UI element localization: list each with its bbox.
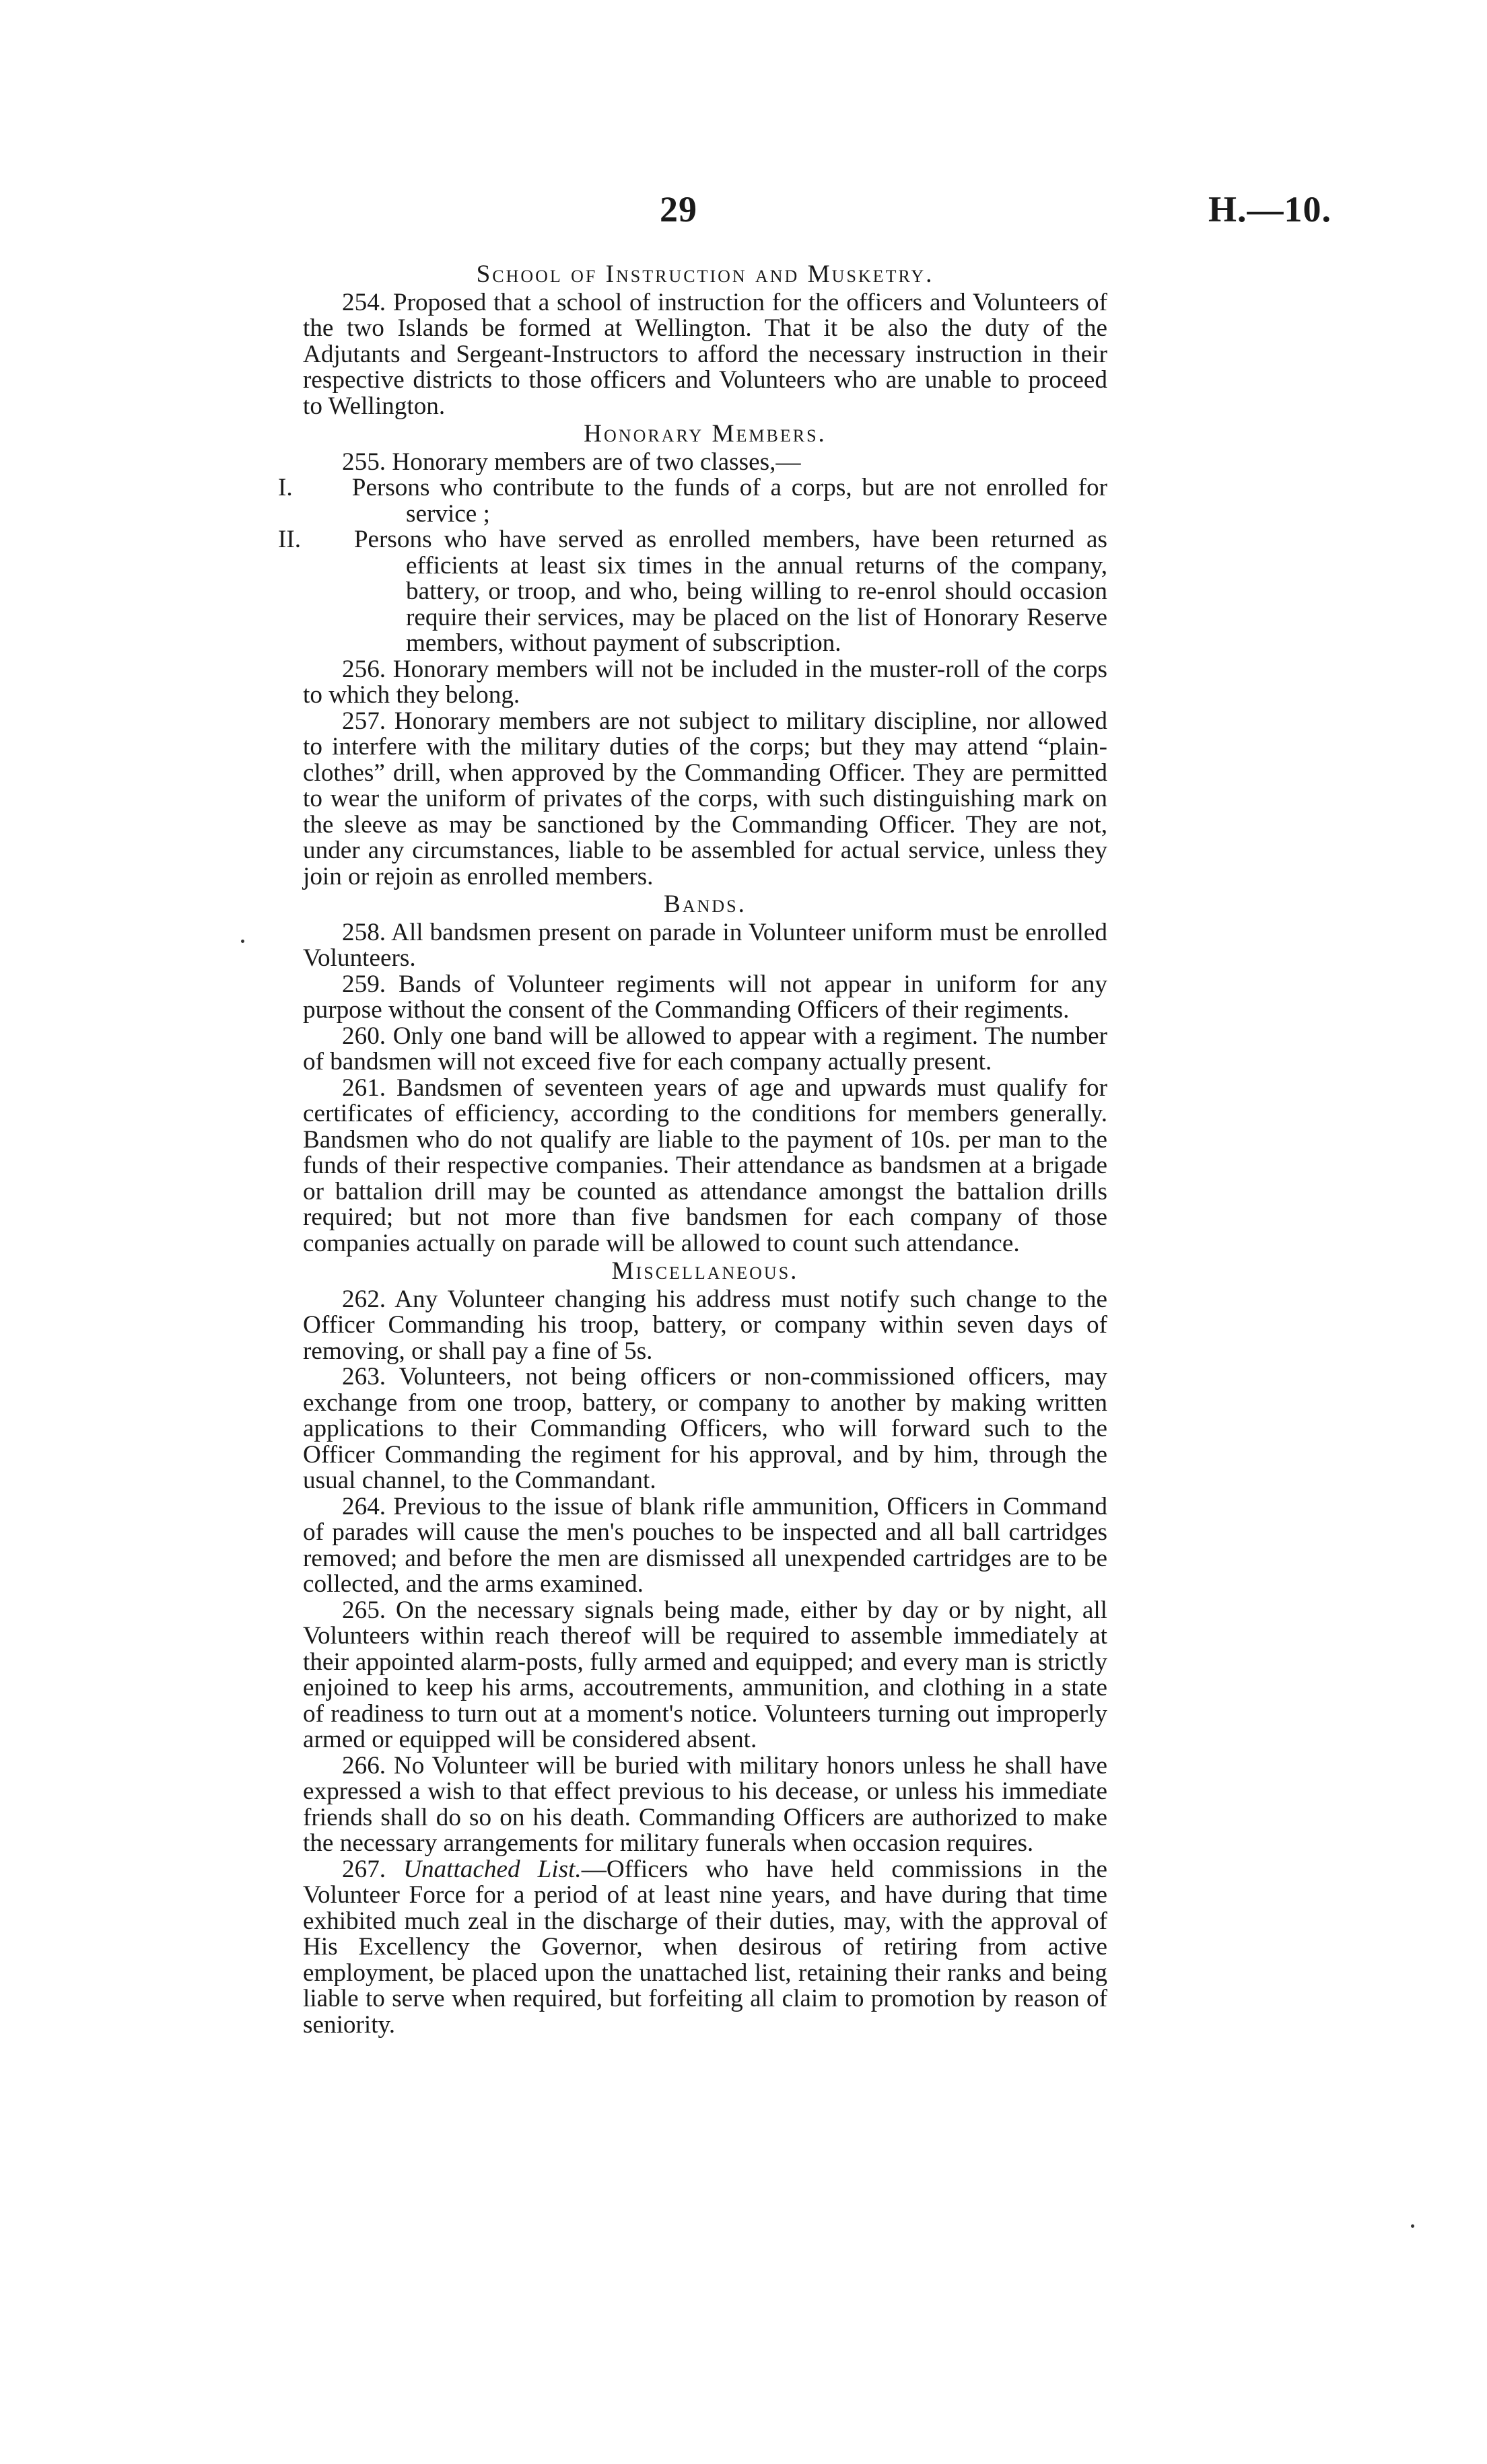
paragraph-264: 264. Previous to the issue of blank rifle ammunition, Officers in Command of parades will cause the men's pouches to be inspected and all ball cartridges removed; and before the men are dismissed all unexpended cartridges are to be collected, and the arms examined. (303, 1492, 1107, 1598)
paragraph-261: 261. Bandsmen of seventeen years of age and upwards must qualify for certificates of efficiency, according to the conditions for members generally. Bandsmen who do not qualify are liable to the payment of 10s. per man to the funds of their respective companies. Their attendance as bandsmen at a brigade or battalion drill may be counted as attendance amongst the battalion drills required; but not more than five bandsmen for each company of those companies actually on parade will be allowed to count such attendance. (303, 1073, 1107, 1257)
paragraph-title: Unattached List. (403, 1855, 582, 1883)
paragraph-260: 260. Only one band will be allowed to appear with a regiment. The number of bandsmen will not exceed five for each company actually present. (303, 1022, 1107, 1076)
list-item-honorary-class-2: II. Persons who have served as enrolled members, have been returned as efficients at least six times in the annual returns of the company, battery, or troop, and who, being willing to re-enrol should occasion require their services, may be placed on the list of Honorary Reserve members, without payment of subscription. (278, 526, 1108, 657)
scan-speck (1411, 2224, 1414, 2228)
paragraph-256: 256. Honorary members will not be included in the muster-roll of the corps to which they belong. (303, 655, 1107, 709)
paragraph-255: 255. Honorary members are of two classes,— (342, 448, 801, 476)
heading-honorary-members: Honorary Members. (584, 420, 827, 448)
paragraph-258: 258. All bandsmen present on parade in Volunteer uniform must be enrolled Volunteers. (303, 918, 1107, 972)
paragraph-266: 266. No Volunteer will be buried with military honors unless he shall have expressed a wish to that effect previous to his decease, or unless his immediate friends shall do so on his death. Commanding Officers are authorized to make the necessary arrangements for military funerals when occasion requires. (303, 1751, 1107, 1857)
page-number: 29 (660, 189, 697, 230)
paragraph-259: 259. Bands of Volunteer regiments will not appear in uniform for any purpose without the consent of the Commanding Officers of their regiments. (303, 970, 1107, 1024)
scan-speck (241, 940, 244, 943)
list-item-text: Persons who contribute to the funds of a corps, but are not enrolled for service ; (351, 474, 1108, 528)
paragraph-number: 267. (342, 1855, 386, 1883)
document-reference: H.—10. (1208, 189, 1332, 230)
paragraph-263: 263. Volunteers, not being officers or non-commissioned officers, may exchange from one troop, battery, or company to another by making written applications to their Commanding Officers, who will forward such to the Officer Commanding the regiment for his approval, and by him, through the usual channel, to the Commandant. (303, 1363, 1107, 1494)
list-item-text: Persons who have served as enrolled members, have been returned as efficients at least six times in the annual returns of the company, battery, or troop, and who, being willing to re-enrol should occasion require their services, may be placed on the list of Honorary Reserve members, without payment of subscription. (353, 526, 1108, 657)
paragraph-254: 254. Proposed that a school of instruction for the officers and Volunteers of the two Islands be formed at Wellington. That it be also the duty of the Adjutants and Sergeant-Instructors to afford the necessary instruction in their respective districts to those officers and Volunteers who are unable to proceed to Wellington. (303, 288, 1107, 420)
paragraph-267 (303, 1857, 1107, 2039)
heading-school-of-instruction: School of Instruction and Musketry. (476, 260, 934, 288)
heading-miscellaneous: Miscellaneous. (611, 1257, 799, 1285)
paragraph-262: 262. Any Volunteer changing his address must notify such change to the Officer Commanding his troop, battery, or company within seven days of removing, or shall pay a fine of 5s. (303, 1285, 1107, 1365)
paragraph-265: 265. On the necessary signals being made, either by day or by night, all Volunteers within reach thereof will be required to assemble immediately at their appointed alarm-posts, fully armed and equipped; and every man is strictly enjoined to keep his arms, accoutrements, ammunition, and clothing in a state of readiness to turn out at a moment's notice. Volunteers turning out improperly armed or equipped will be considered absent. (303, 1596, 1107, 1753)
list-item-honorary-class-1: I. Persons who contribute to the funds of a corps, but are not enrolled for service ; (278, 474, 1108, 528)
paragraph-text: —Officers who have held commissions in the Volunteer Force for a period of at least nine years, and have during that time exhibited much zeal in the discharge of their duties, may, with the approval of His Excellency the Governor, when desirous of retiring from active employment, be placed upon the unattached list, retaining their ranks and being liable to serve when required, but forfeiting all claim to promotion by reason of seniority. (303, 1855, 1107, 2039)
heading-bands: Bands. (664, 890, 747, 918)
paragraph-257: 257. Honorary members are not subject to military discipline, nor allowed to interfere with the military duties of the corps; but they may attend “plain-clothes” drill, when approved by the Commanding Officer. They are permitted to wear the uniform of privates of the corps, with such distinguishing mark on the sleeve as may be sanctioned by the Commanding Officer. They are not, under any circumstances, liable to be assembled for actual service, unless they join or rejoin as enrolled members. (303, 707, 1107, 890)
body-text (278, 260, 1108, 2039)
